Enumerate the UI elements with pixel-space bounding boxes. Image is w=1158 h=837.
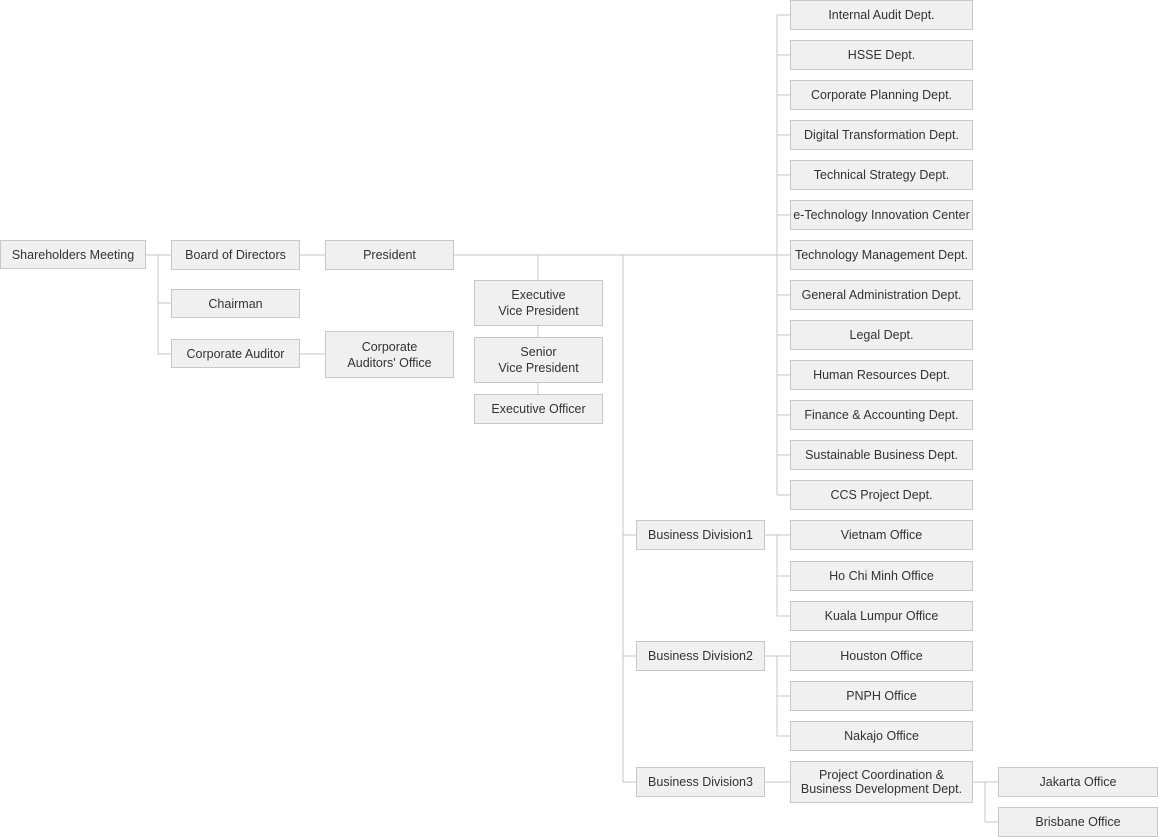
office-label: PNPH Office [846, 689, 917, 703]
department-label: Finance & Accounting Dept. [804, 408, 959, 422]
office-box [790, 520, 973, 550]
department-label: HSSE Dept. [847, 48, 916, 62]
department-box [790, 160, 973, 190]
office-label: Jakarta Office [1039, 775, 1117, 789]
business-division1-box [636, 520, 765, 550]
office-box [790, 561, 973, 591]
senior-vice-president-box [474, 337, 603, 383]
board-of-directors-label: Board of Directors [185, 248, 286, 262]
department-label: Sustainable Business Dept. [805, 448, 958, 462]
executive-vice-president-box [474, 280, 603, 326]
president-label: President [363, 248, 416, 262]
business-division3-label: Business Division3 [648, 775, 753, 789]
office-label: Ho Chi Minh Office [829, 569, 934, 583]
department-box [790, 440, 973, 470]
department-box [790, 0, 973, 30]
office-box [790, 721, 973, 751]
office-label: Nakajo Office [844, 729, 919, 743]
executive-officer-label: Executive Officer [491, 402, 586, 416]
executive-vice-president-label: Executive Vice President [498, 288, 579, 318]
department-box [790, 80, 973, 110]
department-label: Technical Strategy Dept. [813, 168, 950, 182]
project-coordination-dept-box [790, 761, 973, 803]
office-box [998, 767, 1158, 797]
department-box [790, 400, 973, 430]
department-box [790, 280, 973, 310]
corporate-auditors-office-box [325, 331, 454, 378]
department-label: Digital Transformation Dept. [804, 128, 959, 142]
business-division2-label: Business Division2 [648, 649, 753, 663]
department-label: Internal Audit Dept. [828, 8, 935, 22]
shareholders-meeting-box [0, 240, 146, 269]
corporate-auditor-label: Corporate Auditor [186, 346, 285, 361]
project-coordination-dept-label: Project Coordination & Business Development Dept. [800, 768, 963, 796]
shareholders-meeting-label: Shareholders Meeting [11, 247, 135, 262]
business-division2-box [636, 641, 765, 671]
business-division3-box [636, 767, 765, 797]
corporate-auditor-box [171, 339, 300, 368]
office-label: Vietnam Office [840, 528, 923, 542]
department-box [790, 200, 973, 230]
office-box [998, 807, 1158, 837]
department-label: e-Technology Innovation Center [793, 208, 970, 222]
department-label: General Administration Dept. [801, 288, 962, 302]
office-box [790, 641, 973, 671]
chairman-label: Chairman [208, 296, 263, 311]
department-box [790, 320, 973, 350]
office-box [790, 601, 973, 631]
department-label: Corporate Planning Dept. [810, 88, 953, 102]
department-box [790, 120, 973, 150]
department-label: CCS Project Dept. [830, 488, 933, 502]
department-box [790, 240, 973, 270]
board-of-directors-box [171, 240, 300, 270]
department-box [790, 360, 973, 390]
business-division1-label: Business Division1 [648, 528, 753, 542]
chairman-box [171, 289, 300, 318]
president-box [325, 240, 454, 270]
department-box [790, 480, 973, 510]
executive-officer-box [474, 394, 603, 424]
office-label: Houston Office [840, 649, 923, 663]
department-box [790, 40, 973, 70]
department-label: Technology Management Dept. [794, 248, 969, 262]
senior-vice-president-label: Senior Vice President [498, 345, 579, 375]
office-label: Kuala Lumpur Office [824, 609, 939, 623]
office-label: Brisbane Office [1035, 815, 1121, 829]
office-box [790, 681, 973, 711]
department-label: Human Resources Dept. [813, 368, 950, 382]
department-label: Legal Dept. [849, 328, 914, 342]
corporate-auditors-office-label: Corporate Auditors' Office [347, 339, 432, 370]
